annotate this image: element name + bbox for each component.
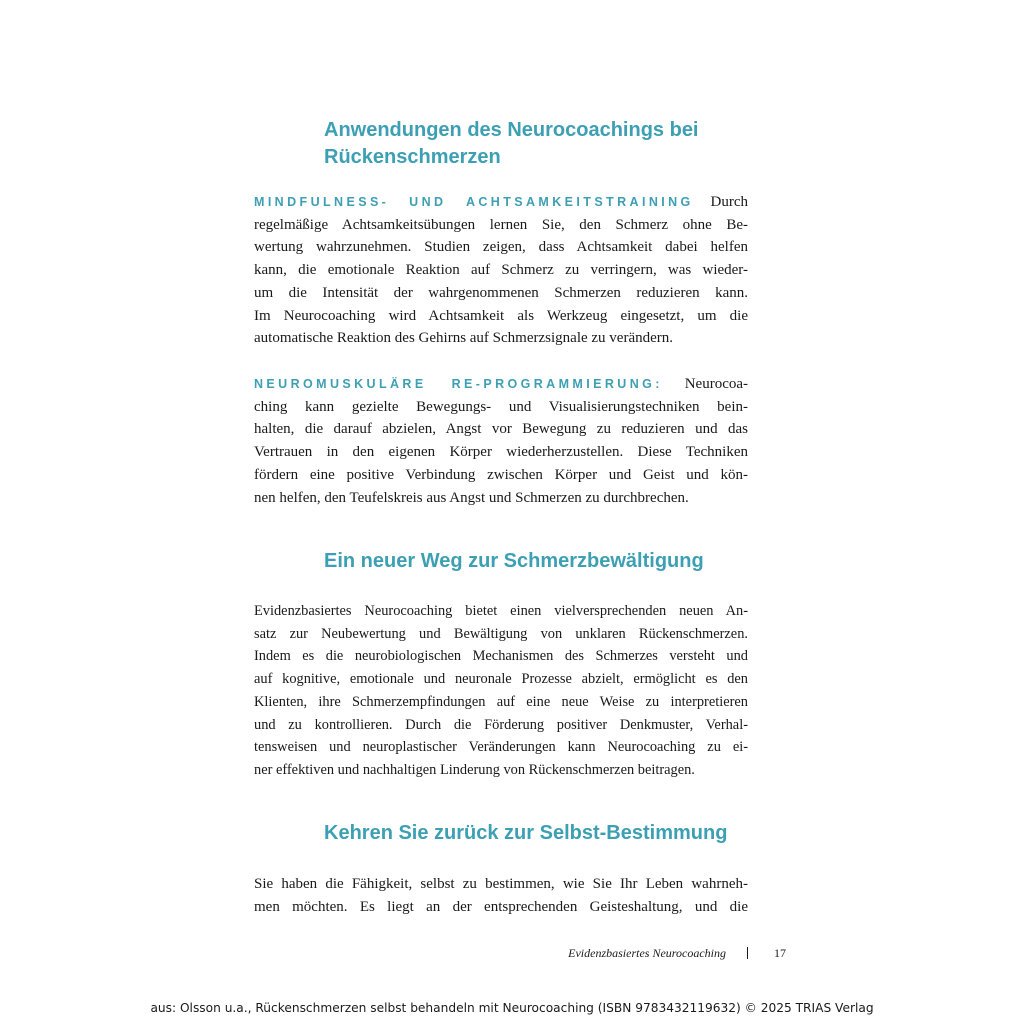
text-line: automatische Reaktion des Gehirns auf Schmerzsignale zu verändern. — [254, 330, 674, 347]
heading-line: Kehren Sie zurück zur Selbst-Bestimmung — [324, 822, 728, 844]
footer-separator — [747, 947, 748, 959]
page-number: 17 — [774, 946, 786, 960]
footer-book-title: Evidenzbasiertes Neurocoaching — [568, 946, 726, 960]
text-line: ching kann gezielte Bewegungs- und Visualisierungstechniken bein- — [254, 398, 748, 415]
text-line: wertung wahrzunehmen. Studien zeigen, dass Achtsamkeit dabei helfen — [254, 239, 748, 256]
text-line: und zu kontrollieren. Durch die Förderung positiver Denkmuster, Verhal- — [254, 716, 748, 733]
text-line: men möchten. Es liegt an der entsprechenden Geisteshaltung, und die — [254, 898, 748, 915]
text-line: tensweisen und neuroplastischer Veränderungen kann Neurocoaching zu ei- — [254, 739, 748, 756]
text-line: nen helfen, den Teufelskreis aus Angst und Schmerzen zu durchbrechen. — [254, 489, 689, 506]
text-line: Vertrauen in den eigenen Körper wiederherzustellen. Diese Techniken — [254, 444, 748, 461]
paragraph-neuromuscular — [254, 373, 748, 509]
heading-line: Rückenschmerzen — [324, 146, 501, 168]
text-line: Indem es die neurobiologischen Mechanismen des Schmerzes versteht und — [254, 648, 748, 665]
text-fragment: Durch — [693, 194, 748, 210]
heading-line: Anwendungen des Neurocoachings bei — [324, 119, 699, 141]
text-line: um die Intensität der wahrgenommenen Schmerzen reduzieren kann. — [254, 284, 748, 301]
paragraph-keyword: MINDFULNESS- UND ACHTSAMKEITSTRAINING — [254, 195, 694, 209]
text-line: kann, die emotionale Reaktion auf Schmerz zu verringern, was wieder- — [254, 262, 748, 279]
text-line: Im Neurocoaching wird Achtsamkeit als Werkzeug eingesetzt, um die — [254, 307, 748, 324]
text-line: auf kognitive, emotionale und neuronale Prozesse abzielt, ermöglicht es den — [254, 671, 748, 688]
paragraph-ability — [254, 873, 748, 918]
text-line — [254, 191, 748, 214]
text-line: Sie haben die Fähigkeit, selbst zu bestimmen, wie Sie Ihr Leben wahrneh- — [254, 876, 748, 892]
section-heading-applications — [324, 117, 764, 171]
text-line: ner effektiven und nachhaltigen Linderung von Rückenschmerzen beitragen. — [254, 761, 695, 778]
text-line: satz zur Neubewertung und Bewältigung von unklaren Rückenschmerzen. — [254, 625, 748, 642]
text-line — [254, 373, 748, 396]
heading-line: Ein neuer Weg zur Schmerzbewältigung — [324, 550, 704, 572]
text-line: Klienten, ihre Schmerzempfindungen auf eine neue Weise zu interpretieren — [254, 693, 748, 710]
section-heading-self-determination — [324, 820, 764, 847]
paragraph-evidence-based — [254, 600, 748, 782]
running-footer — [520, 944, 788, 964]
paragraph-keyword: NEUROMUSKULÄRE RE-PROGRAMMIERUNG: — [254, 377, 663, 391]
text-line: fördern eine positive Verbindung zwischen Körper und Geist und kön- — [254, 466, 748, 483]
source-citation: aus: Olsson u.a., Rückenschmerzen selbst behandeln mit Neurocoaching (ISBN 9783432119632) © 2025 TRIAS Verlag — [150, 1001, 874, 1015]
paragraph-mindfulness — [254, 191, 748, 350]
text-fragment: Neurocoa- — [662, 376, 748, 392]
section-heading-new-way — [324, 548, 764, 575]
text-line: Evidenzbasiertes Neurocoaching bietet einen vielversprechenden neuen An- — [254, 603, 748, 619]
text-line: regelmäßige Achtsamkeitsübungen lernen Sie, den Schmerz ohne Be- — [254, 216, 748, 233]
text-line: halten, die darauf abzielen, Angst vor Bewegung zu reduzieren und das — [254, 421, 748, 438]
